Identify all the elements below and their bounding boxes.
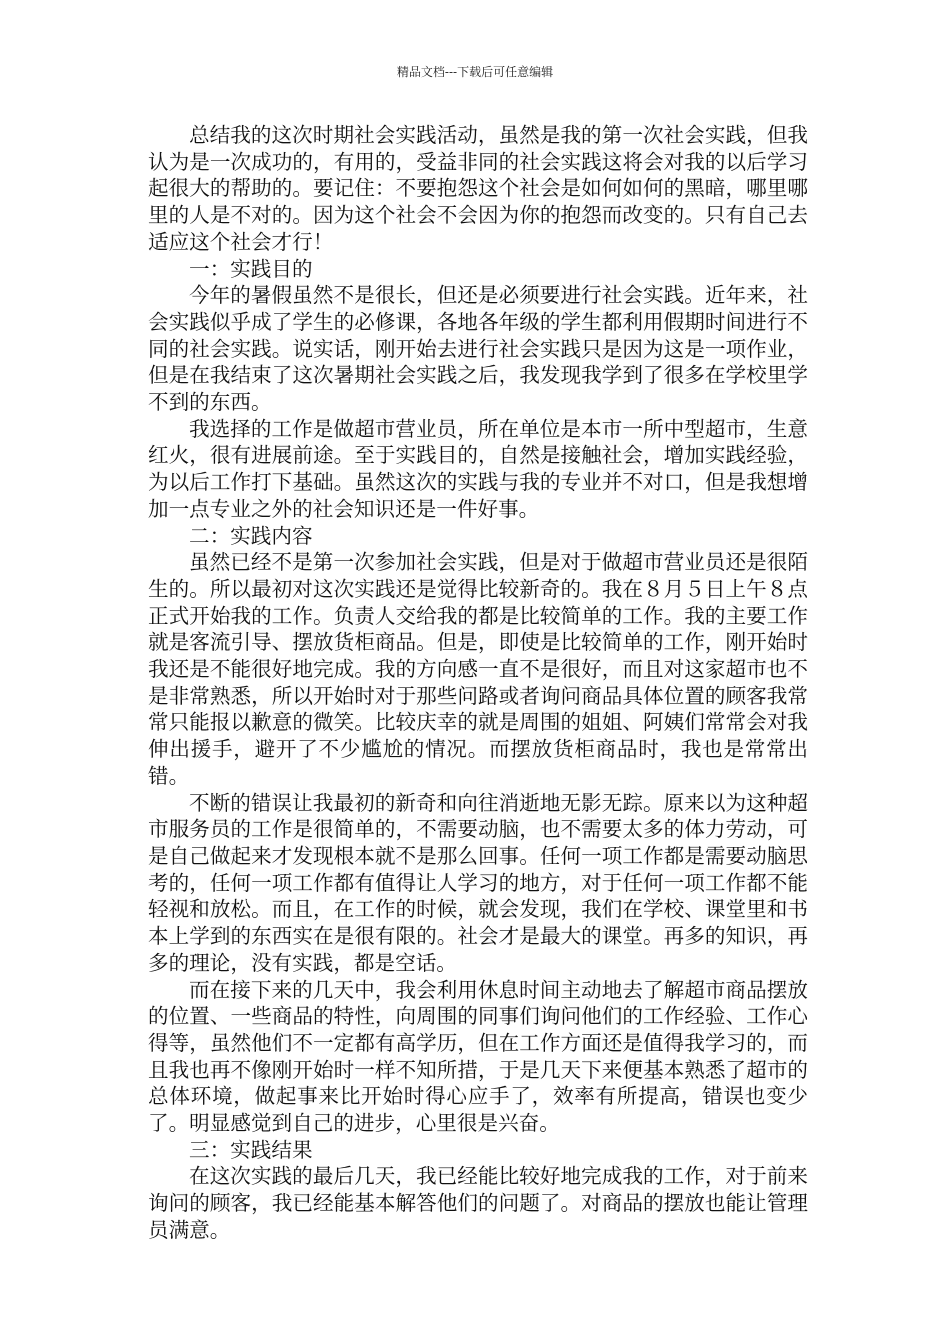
section-heading-content: 二：实践内容 [189,523,313,548]
section-heading-result: 三：实践结果 [189,1137,313,1162]
paragraph-content-2: 不断的错误让我最初的新奇和向往消逝地无影无踪。原来以为这种超市服务员的工作是很简单的，不需要动脑，也不需要太多的体力劳动，可是自己做起来才发现根本就不是那么回事。任何一项工作都是需要动脑思考的，任何一项工作都有值得让人学习的地方，对于任何一项工作都不能轻视和放松。而且，在工作的时候，就会发现，我们在学校、课堂里和书本上学到的东西实在是很有限的。社会才是最大的课堂。再多的知识，再多的理论，没有实践，都是空话。 [148,790,808,975]
section-heading-purpose: 一：实践目的 [189,256,313,281]
paragraph-content-1: 虽然已经不是第一次参加社会实践，但是对于做超市营业员还是很陌生的。所以最初对这次实践还是觉得比较新奇的。我在８月５日上午８点正式开始我的工作。负责人交给我的都是比较简单的工作。我的主要工作就是客流引导、摆放货柜商品。但是，即使是比较简单的工作，刚开始时我还是不能很好地完成。我的方向感一直不是很好，而且对这家超市也不是非常熟悉，所以开始时对于那些问路或者询问商品具体位置的顾客我常常只能报以歉意的微笑。比较庆幸的就是周围的姐姐、阿姨们常常会对我伸出援手，避开了不少尴尬的情况。而摆放货柜商品时，我也是常常出错。 [148,550,808,788]
document-body [148,122,808,1244]
paragraph-result-1: 在这次实践的最后几天，我已经能比较好地完成我的工作，对于前来询问的顾客，我已经能基本解答他们的问题了。对商品的摆放也能让管理员满意。 [148,1164,808,1242]
page-header: 精品文档---下载后可任意编辑 [396,65,554,79]
paragraph-purpose-1: 今年的暑假虽然不是很长，但还是必须要进行社会实践。近年来，社会实践似乎成了学生的必修课，各地各年级的学生都利用假期时间进行不同的社会实践。说实话，刚开始去进行社会实践只是因为这是一项作业，但是在我结束了这次暑期社会实践之后，我发现我学到了很多在学校里学不到的东西。 [148,283,808,415]
paragraph-summary: 总结我的这次时期社会实践活动，虽然是我的第一次社会实践，但我认为是一次成功的，有用的，受益非同的社会实践这将会对我的以后学习起很大的帮助的。要记住：不要抱怨这个社会是如何如何的黑暗，哪里哪里的人是不对的。因为这个社会不会因为你的抱怨而改变的。只有自己去适应这个社会才行！ [148,123,808,254]
paragraph-content-3: 而在接下来的几天中，我会利用休息时间主动地去了解超市商品摆放的位置、一些商品的特性，向周围的同事们询问他们的工作经验、工作心得等，虽然他们不一定都有高学历，但在工作方面还是值得我学习的，而且我也再不像刚开始时一样不知所措，于是几天下来便基本熟悉了超市的总体环境，做起事来比开始时得心应手了，效率有所提高，错误也变少了。明显感觉到自己的进步，心里很是兴奋。 [148,977,808,1136]
paragraph-purpose-2: 我选择的工作是做超市营业员，所在单位是本市一所中型超市，生意红火，很有进展前途。至于实践目的，自然是接触社会，增加实践经验，为以后工作打下基础。虽然这次的实践与我的专业并不对口，但是我想增加一点专业之外的社会知识还是一件好事。 [148,416,808,521]
